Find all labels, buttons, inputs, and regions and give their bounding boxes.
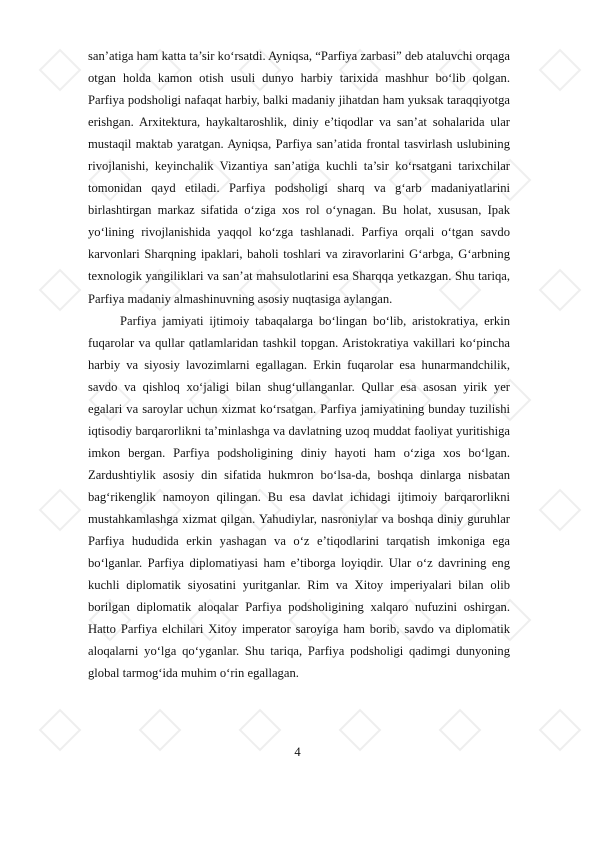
paragraph-2: Parfiya jamiyati ijtimoiy tabaqalarga bo‘lingan bo‘lib, aristokratiya, erkin fuqarolar va qullar qatlamlaridan tashkil topgan. Aristokratiya vakillari ko‘pincha harbiy va siyosiy lavozimlarni egallagan. Erkin fuqarolar esa hunarmandchilik, savdo va qishloq xo‘jaligi bilan shug‘ullanganlar. Qullar esa asosan yirik yer egalari va saroylar uchun xizmat ko‘rsatgan. Parfiya jamiyatining bunday tuzilishi iqtisodiy barqarorlikni ta’minlashga va davlatning uzoq muddat faoliyat yuritishiga imkon bergan. Parfiya podsholigining diniy hayoti ham o‘ziga xos bo‘lgan. Zardushtiylik asosiy din sifatida hukmron bo‘lsa-da, boshqa dinlarga nisbatan bag‘rikenglik namoyon qilingan. Bu esa davlat ichidagi ijtimoiy barqarorlikni mustahkamlashga xizmat qilgan. Yahudiylar, nasroniylar va boshqa diniy guruhlar Parfiya hududida erkin yashagan va o‘z e’tiqodlarini tarqatish imkoniga ega bo‘lganlar. Parfiya diplomatiyasi ham e’tiborga loyiqdir. Ular o‘z davrining eng kuchli diplomatik siyosatini yuritganlar. Rim va Xitoy imperiyalari bilan olib borilgan diplomatik aloqalar Parfiya podsholigining xalqaro nufuzini oshirgan. Hatto Parfiya elchilari Xitoy imperator saroyiga ham borib, savdo va diplomatik aloqalarni yo‘lga qo‘yganlar. Shu tariqa, Parfiya podsholigi qadimgi dunyoning global tarmog‘ida muhim o‘rin egallagan.: [88, 313, 510, 681]
body-text: [88, 45, 510, 684]
paragraph-1: san’atiga ham katta ta’sir ko‘rsatdi. Ayniqsa, “Parfiya zarbasi” deb ataluvchi orqaga otgan holda kamon otish usuli dunyo harbiy tarixida mashhur bo‘lib qolgan. Parfiya podsholigi nafaqat harbiy, balki madaniy jihatdan ham yuksak taraqqiyotga erishgan. Arxitektura, haykaltaroshlik, diniy e’tiqodlar va san’at sohalarida ular mustaqil maktab yaratgan. Ayniqsa, Parfiya san’atida frontal tasvirlash uslubining rivojlanishi, keyinchalik Vizantiya san’atiga kuchli ta’sir ko‘rsatgani tarixchilar tomonidan qayd etiladi. Parfiya podsholigi sharq va g‘arb madaniyatlarini birlashtirgan markaz sifatida o‘ziga xos rol o‘ynagan. Bu holat, xususan, Ipak yo‘lining rivojlanishida yaqqol ko‘zga tashlanadi. Parfiya orqali o‘tgan savdo karvonlari Sharqning ipaklari, baholi toshlari va ziravorlarini G‘arbga, G‘arbning texnologik yangiliklari va san’at mahsulotlarini esa Sharqqa yetkazgan. Shu tariqa, Parfiya madaniy almashinuvning asosiy nuqtasiga aylangan.: [88, 49, 510, 306]
page-number: 4: [294, 745, 301, 759]
